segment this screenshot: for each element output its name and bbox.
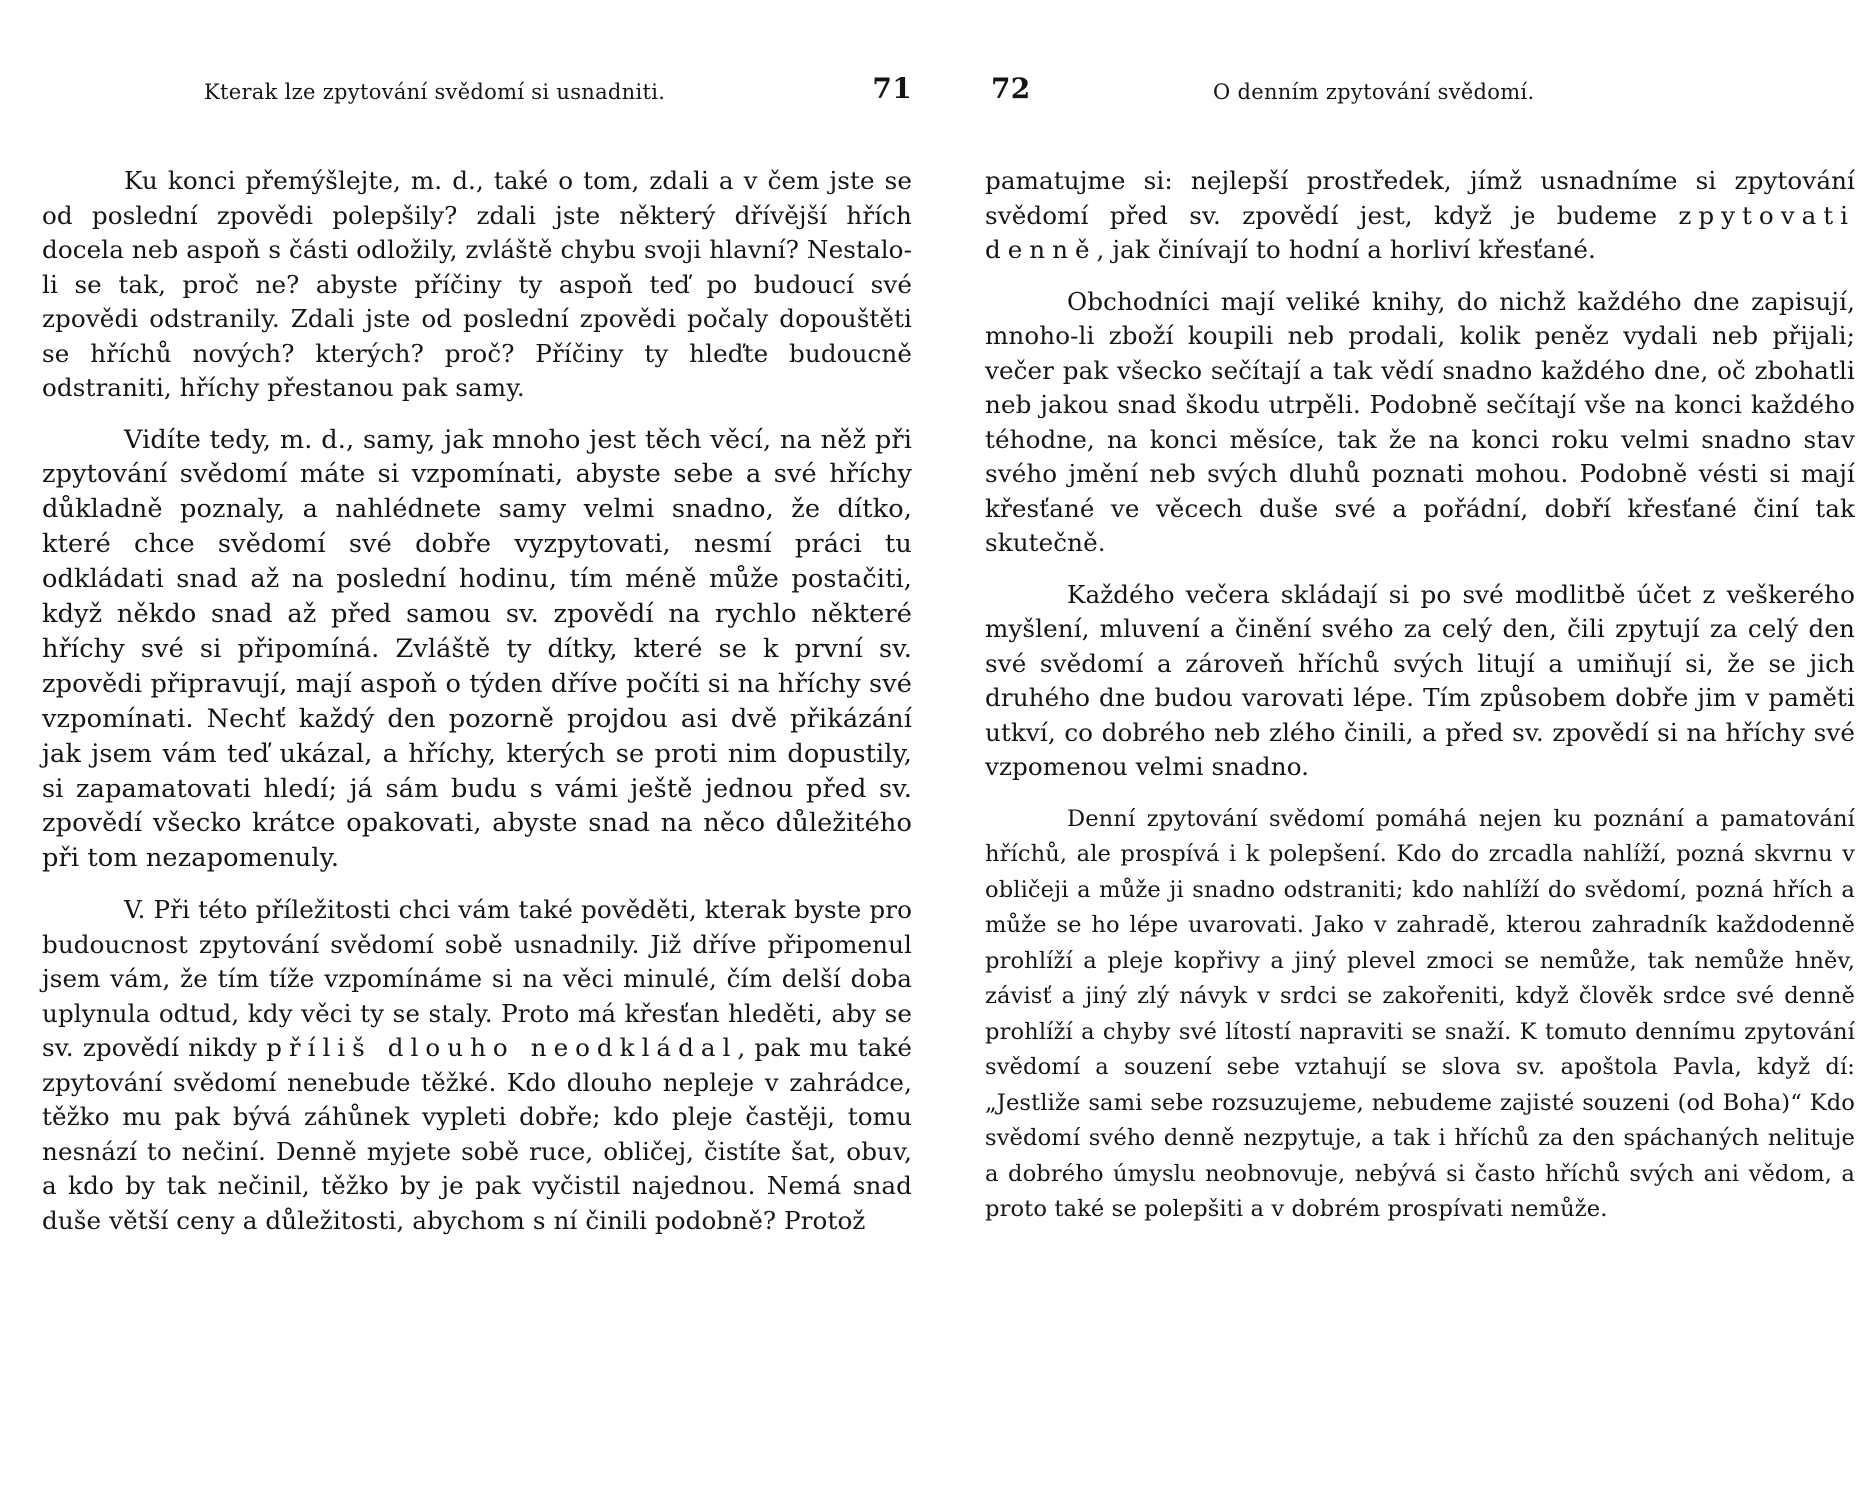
paragraph: Každého večera skládají si po své modlitbě účet z veškerého myšlení, mluvení a činění svého za celý den, čili zpytují za celý den své svědomí a zároveň hříchů svých litují a umiňují si, že se jich druhého dne budou varovati lépe. Tím způsobem dobře jim v paměti utkví, co dobrého neb zlého činili, a před sv. zpovědí si na hříchy své vzpomenou velmi snadno.: [985, 579, 1855, 781]
paragraph: Vidíte tedy, m. d., samy, jak mnoho jest těch věcí, na něž při zpytování svědomí máte si vzpomínati, abyste sebe a své hříchy důkladně poznaly, a nahlédnete samy velmi snadno, že dítko, které chce svědomí své dobře vyzpytovati, nesmí práci tu odkládati snad až na poslední hodinu, tím méně může postačiti, když někdo snad až před samou sv. zpovědí na rychlo některé hříchy své si připomíná. Zvláště ty dítky, které se k první sv. zpovědi připravují, mají aspoň o týden dříve počíti si na hříchy své vzpomínati. Nechť každý den pozorně projdou asi dvě přikázání jak jsem vám teď ukázal, a hříchy, kterých se proti nim dopustily, si zapamatovati hledí; já sám budu s vámi ještě jednou před sv. zpovědí všecko krátce opakovati, abyste snad na něco důležitého při tom nezapomenuly.: [42, 424, 912, 874]
running-head-title: Kterak lze zpytování svědomí si usnadniti.: [204, 80, 666, 104]
left-page: [42, 68, 912, 1255]
paragraph: Ku konci přemýšlejte, m. d., také o tom, zdali a v čem jste se od poslední zpovědi polepšily? zdali jste některý dřívější hřích docela neb aspoň s části odložily, zvláště chybu svoji hlavní? Nestalo-li se tak, proč ne? abyste příčiny ty aspoň teď po budoucí své zpovědi odstranily. Zdali jste od poslední zpovědi počaly dopouštěti se hříchů nových? kterých? proč? Příčiny ty hleďte budoucně odstraniti, hříchy přestanou pak samy.: [42, 166, 912, 402]
paragraph: [985, 164, 1855, 268]
paragraph-text: , jak činívají to hodní a horliví křesťané.: [1096, 235, 1596, 264]
right-running-head: [985, 68, 1855, 108]
paragraph-text: pamatujme si: nejlepší prostředek, jímž usnadníme si zpytování svědomí před sv. zpovědí jest, když je budeme: [985, 166, 1855, 230]
paragraph: [42, 893, 912, 1238]
page-number: 72: [991, 72, 1031, 105]
paragraph-text: , pak mu také zpytování svědomí nenebude těžké. Kdo dlouho neplejе v zahrádce, těžko mu pak bývá záhůnek vypleti dobře; kdo pleje častěji, tomu nesnází to nečiní. Denně myjete sobě ruce, obličej, čistíte šat, obuv, a kdo by tak nečinil, těžko by je pak vyčistil najednou. Nemá snad duše větší ceny a důležitosti, abychom s ní činili podobně? Protož: [42, 1033, 913, 1235]
paragraph: Denní zpytování svědomí pomáhá nejen ku poznání a pamatování hříchů, ale prospívá i k polepšení. Kdo do zrcadla nahlíží, pozná skvrnu v obličeji a může ji snadno odstraniti; kdo nahlíží do svědomí, pozná hřích a může se ho lépe uvarovati. Jako v zahradě, kterou zahradník každodenně prohlíží a pleje kopřivy a jiný plevel zmoci se nemůže, tak nemůže hněv, závisť a jiný zlý návyk v srdci se zakořeniti, když člověk srdce své denně prohlíží a chyby své lítostí napraviti se snaží. K tomuto dennímu zpytování svědomí a souzení sebe vztahují se slova sv. apoštola Pavla, když dí: „Jestliže sami sebe rozsuzujeme, nebudeme zajisté souzeni (od Boha)“ Kdo svědomí svého denně nezpytuje, a tak i hříchů za den spáchaných nelituje a dobrého úmyslu neobnovuje, nebývá si často hříchů svých ani vědom, a proto také se polepšiti a v dobrém prospívati nemůže.: [985, 805, 1855, 1222]
left-running-head: [42, 68, 912, 108]
paragraph-text: V. Při této příležitosti chci vám také pověděti, kterak byste pro budoucnost zpytování svědomí sobě usnadnily. Již dříve připomenul jsem vám, že tím tíže vzpomínáme si na věci minulé, čím delší doba uplynula odtud, kdy věci ty se staly. Proto má křesťan hleděti, aby se sv. zpovědí nikdy: [42, 895, 912, 1063]
right-page: [985, 68, 1855, 1245]
running-head-title: O denním zpytování svědomí.: [1213, 80, 1535, 104]
emphasized-spaced-text: zpytovati denně: [985, 200, 1855, 264]
emphasized-spaced-text: příliš dlouho neodkládal: [266, 1033, 738, 1063]
page-number: 71: [872, 72, 912, 105]
paragraph: Obchodníci mají veliké knihy, do nichž každého dne zapisují, mnoho-li zboží koupili neb prodali, kolik peněz vydali neb přijali; večer pak všecko sečítají a tak vědí snadno každého dne, oč zbohatli neb jakou snad škodu utrpěli. Podobně sečítají vše na konci každého téhodne, na konci měsíce, tak že na konci roku velmi snadno stav svého jmění neb svých dluhů poznati mohou. Podobně vésti si mají křesťané ve věcech duše své a pořádní, dobří křesťané činí tak skutečně.: [985, 286, 1855, 557]
